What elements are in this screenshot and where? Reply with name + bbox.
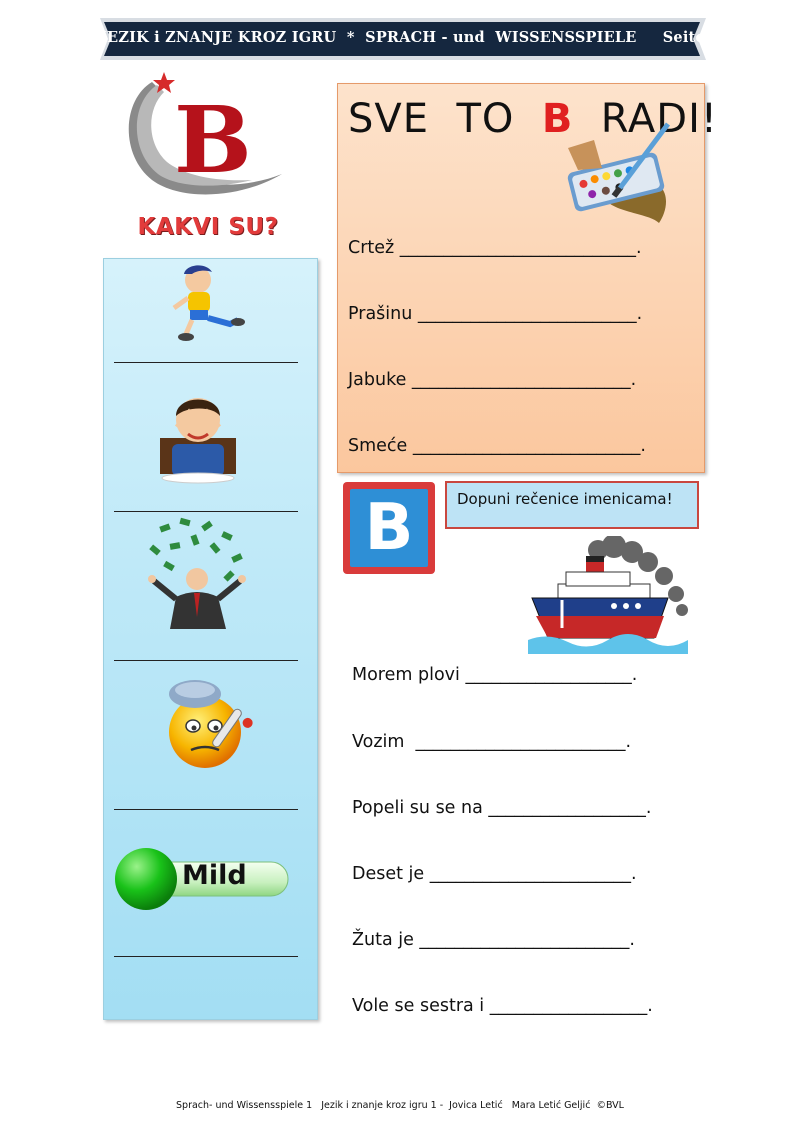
sentence-vozim: Vozim ________________________. xyxy=(352,732,632,752)
sentence-zuta: Žuta je ________________________. xyxy=(352,930,635,950)
sentence-crtez: Crtež ___________________________. xyxy=(348,238,642,258)
svg-text:B: B xyxy=(174,86,252,194)
sentence-smece: Smeće __________________________. xyxy=(348,436,646,456)
sentence-morem-plovi: Morem plovi ___________________. xyxy=(352,665,638,685)
answer-line-5 xyxy=(114,956,298,957)
sentence-vole: Vole se sestra i __________________. xyxy=(352,996,653,1016)
b-logo xyxy=(112,70,292,205)
running-boy-image xyxy=(170,262,245,348)
answer-line-4 xyxy=(114,809,298,810)
sentence-prasinu: Prašinu _________________________. xyxy=(348,304,643,324)
sick-emoji-image xyxy=(165,676,259,776)
crying-boy-image xyxy=(158,386,238,488)
sentence-popeli: Popeli su se na __________________. xyxy=(352,798,652,818)
instruction-box: Dopuni rečenice imenicama! xyxy=(445,481,699,529)
sentence-deset: Deset je _______________________. xyxy=(352,864,637,884)
footer-credits: Sprach- und Wissensspiele 1 Jezik i znanje kroz igru 1 - Jovica Letić Mara Letić Geljić ©BVL xyxy=(176,1100,624,1111)
sentence-jabuke: Jabuke _________________________. xyxy=(348,370,637,390)
answer-line-3 xyxy=(114,660,298,661)
heading-kakvi-su: KAKVI SU? xyxy=(137,214,279,240)
paint-palette-image xyxy=(564,118,676,234)
answer-line-2 xyxy=(114,511,298,512)
mild-label: Mild xyxy=(182,860,247,891)
header-title: JEZIK i ZNANJE KROZ IGRU * SPRACH - und WISSENSSPIELE Seite 24 BKS xyxy=(100,29,793,46)
mild-thermometer-image xyxy=(112,844,292,916)
answer-line-1 xyxy=(114,362,298,363)
letter-b: B xyxy=(364,491,414,565)
ship-image xyxy=(528,536,692,662)
letter-b-tile xyxy=(343,482,435,574)
header-banner xyxy=(100,14,793,64)
rich-man-image xyxy=(140,517,250,633)
page-title: SVE TO B RADI! xyxy=(348,96,718,142)
